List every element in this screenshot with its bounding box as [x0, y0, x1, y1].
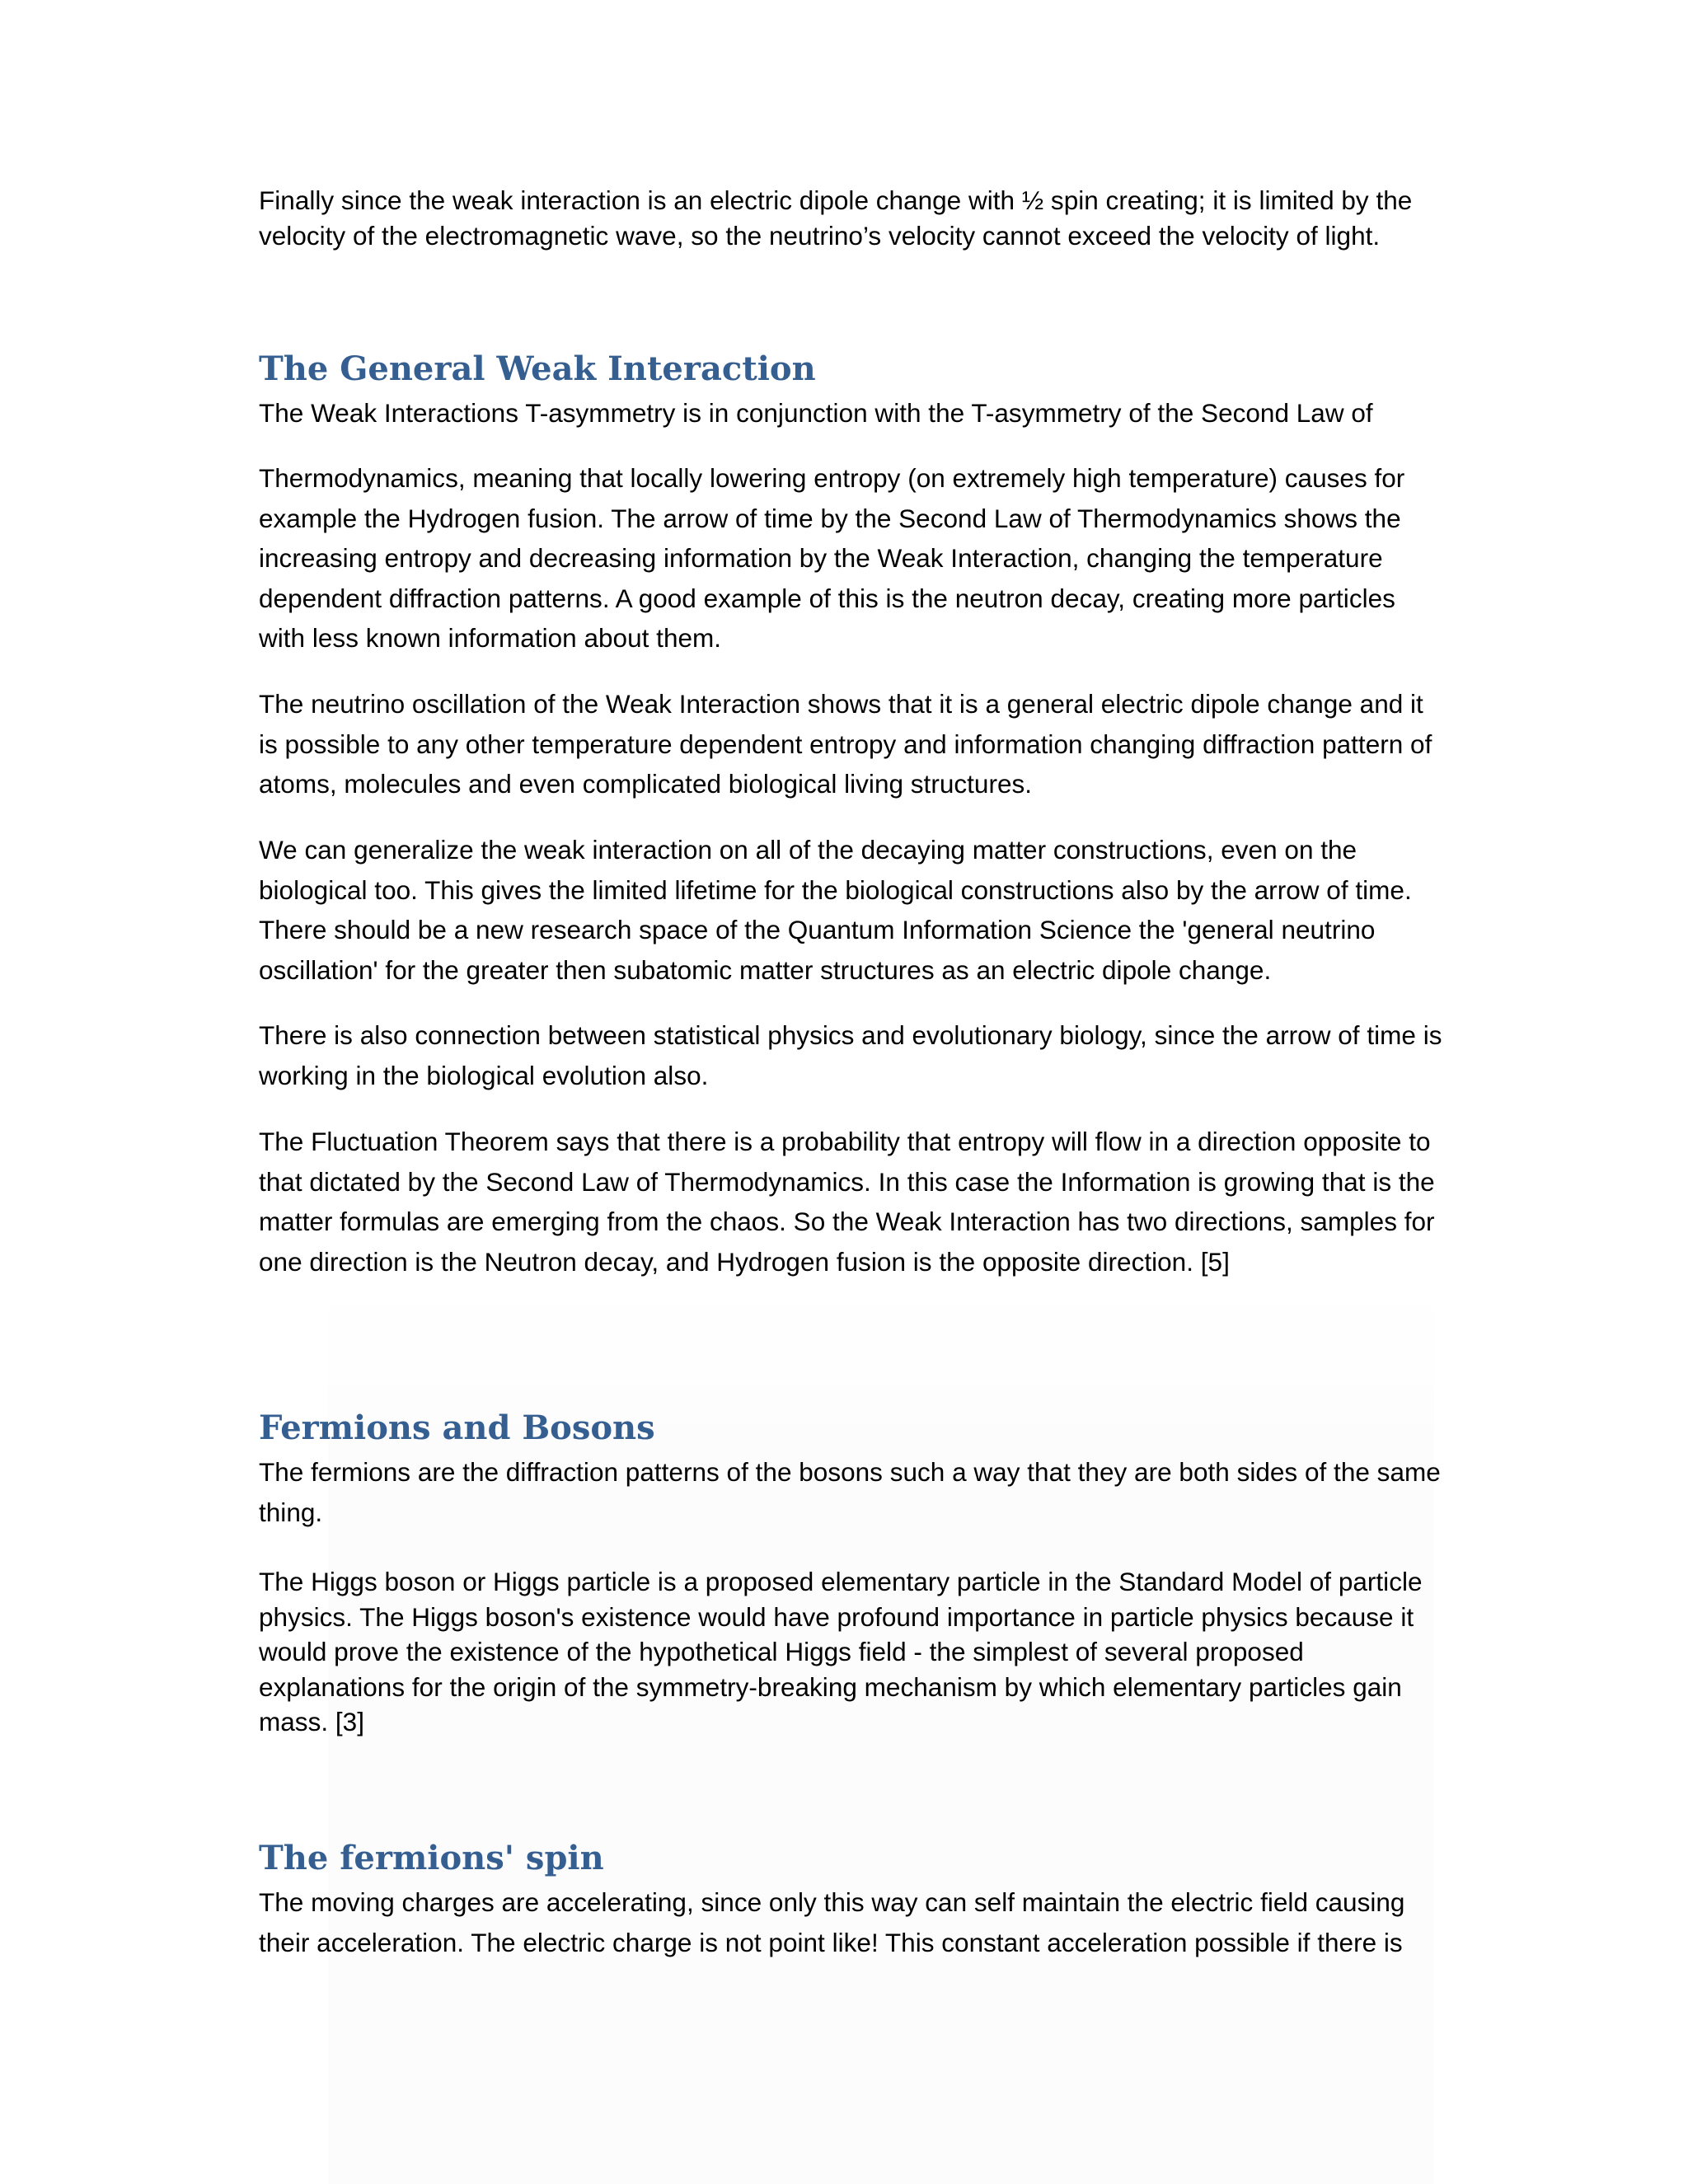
section-1-paragraph-6: The Fluctuation Theorem says that there is a probability that entropy will flow in a direction opposite to that dictated by the Second Law of Thermodynamics. In this case the Information is growing that is the matter formulas are emerging from the chaos. So the Weak Interaction has two directions, samples for one direction is the Neutron decay, and Hydrogen fusion is the opposite direction. [5] — [259, 1127, 1435, 1277]
section-heading-general-weak-interaction: The General Weak Interaction — [259, 349, 816, 388]
section-2-paragraph-1: The fermions are the diffraction patterns of the bosons such a way that they are both sides of the same thing. — [259, 1457, 1441, 1527]
section-heading-fermions-spin: The fermions' spin — [259, 1839, 604, 1877]
section-1-paragraph-5: There is also connection between statistical physics and evolutionary biology, since the arrow of time is working in the biological evolution also. — [259, 1020, 1442, 1090]
section-1-paragraph-3: The neutrino oscillation of the Weak Interaction shows that it is a general electric dipole change and it is possible to any other temperature dependent entropy and information changing diffraction pattern of atoms, molecules and even complicated biological living structures. — [259, 689, 1432, 799]
section-1-paragraph-2: Thermodynamics, meaning that locally lowering entropy (on extremely high temperature) causes for example the Hydrogen fusion. The arrow of time by the Second Law of Thermodynamics shows the increasing entropy and decreasing information by the Weak Interaction, changing the temperature dependent diffraction patterns. A good example of this is the neutron decay, creating more particles with less known information about them. — [259, 463, 1405, 653]
section-heading-fermions-and-bosons: Fermions and Bosons — [259, 1408, 655, 1447]
section-1-paragraph-1: The Weak Interactions T-asymmetry is in conjunction with the T-asymmetry of the Second Law of — [259, 398, 1373, 428]
intro-paragraph: Finally since the weak interaction is an electric dipole change with ½ spin creating; it is limited by the velocity of the electromagnetic wave, so the neutrino’s velocity cannot exceed the velocity of light. — [259, 185, 1413, 251]
section-3-paragraph-1: The moving charges are accelerating, since only this way can self maintain the electric field causing their acceleration. The electric charge is not point like! This constant acceleration possible if there is — [259, 1887, 1405, 1957]
section-2-paragraph-2: The Higgs boson or Higgs particle is a proposed elementary particle in the Standard Model of particle physics. The Higgs boson's existence would have profound importance in particle physics because it would prove the existence of the hypothetical Higgs field - the simplest of several proposed explanations for the origin of the symmetry-breaking mechanism by which elementary particles gain mass. [3] — [259, 1567, 1423, 1736]
section-1-paragraph-4: We can generalize the weak interaction on all of the decaying matter constructions, even on the biological too. This gives the limited lifetime for the biological constructions also by the arrow of time. There should be a new research space of the Quantum Information Science the 'general neutrino oscillation' for the greater then subatomic matter structures as an electric dipole change. — [259, 835, 1412, 985]
